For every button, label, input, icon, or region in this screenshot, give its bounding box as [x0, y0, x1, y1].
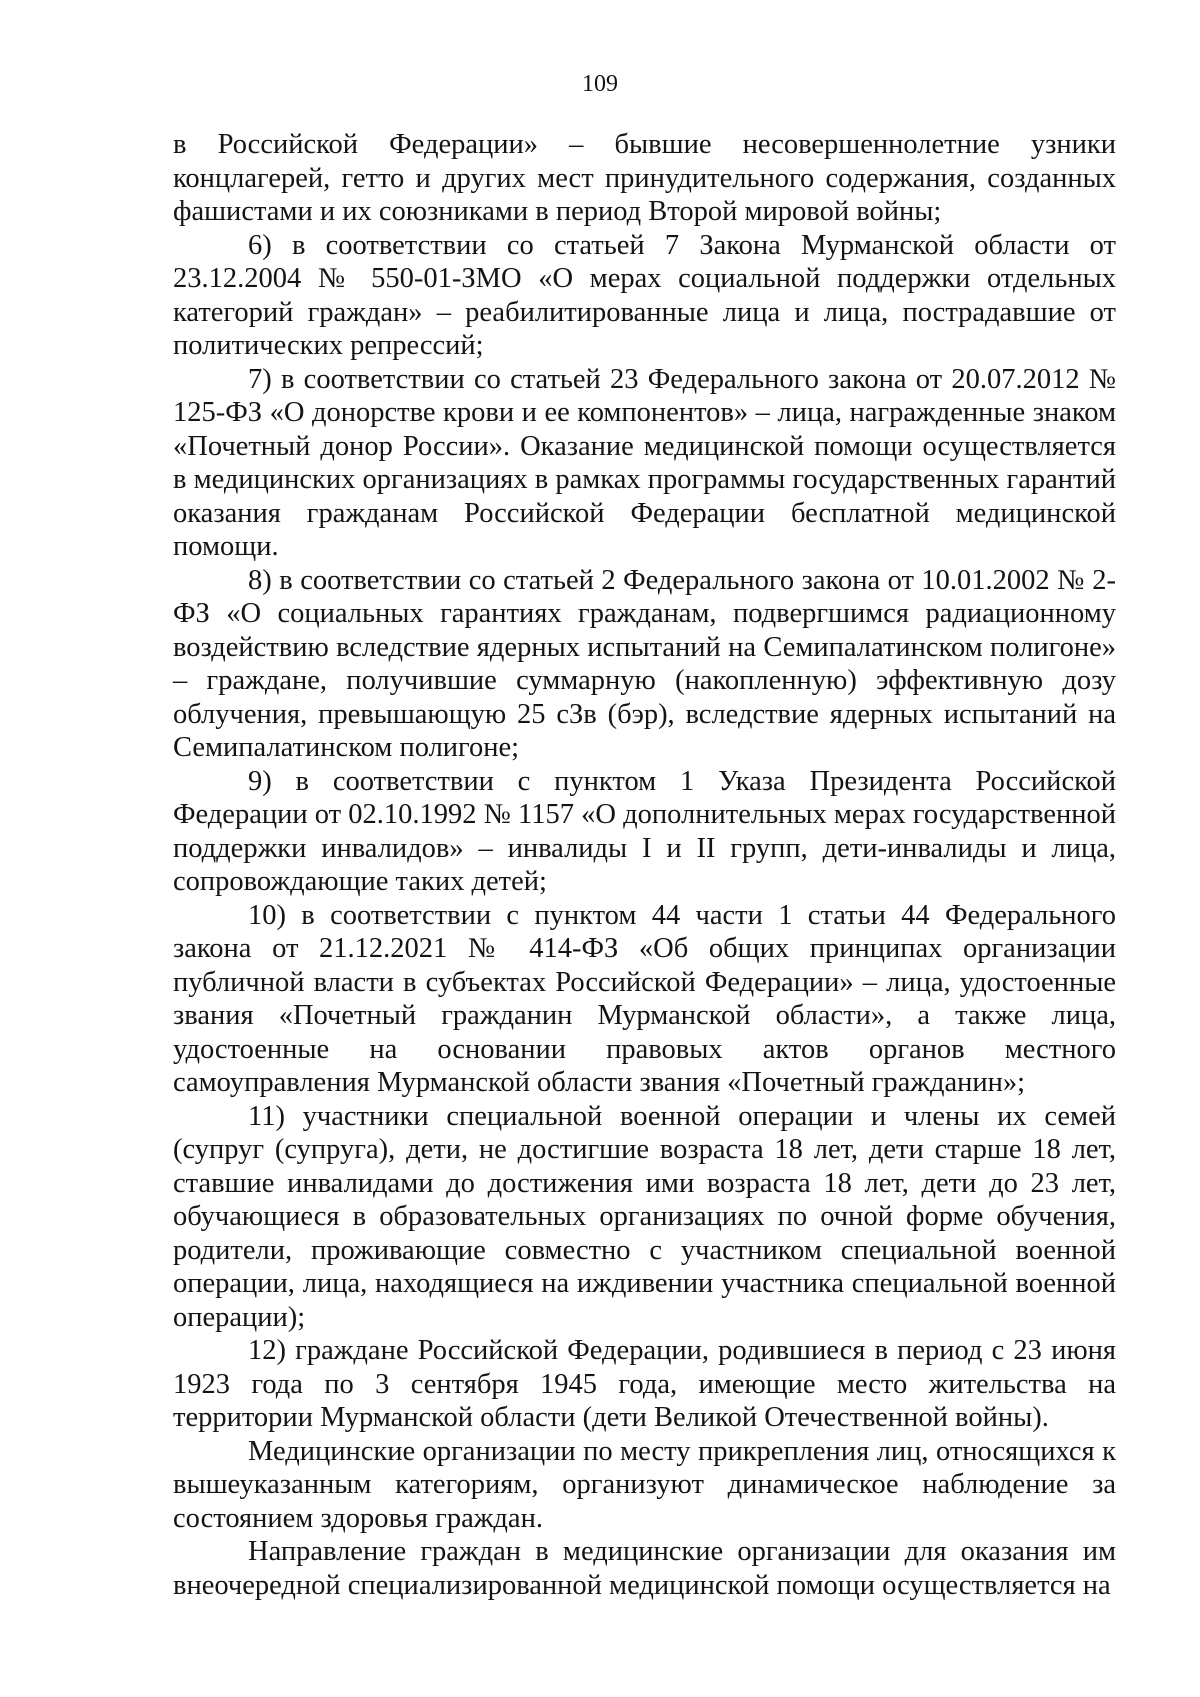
page-number: 109 [582, 71, 618, 97]
document-body [173, 128, 1116, 1602]
paragraph-monitoring: Медицинские организации по месту прикрепления лиц, относящихся к вышеуказанным категориям, организуют динамическое наблюдение за состоянием здоровья граждан. [173, 1435, 1116, 1534]
paragraph-continuation: в Российской Федерации» – бывшие несовершеннолетние узники концлагерей, гетто и других мест принудительного содержания, созданных фашистами и их союзниками в период Второй мировой войны; [173, 129, 1116, 227]
paragraph-item-12: 12) граждане Российской Федерации, родившиеся в период с 23 июня 1923 года по 3 сентября 1945 года, имеющие место жительства на территории Мурманской области (дети Великой Отечественной войны). [173, 1335, 1116, 1433]
paragraph-item-9: 9) в соответствии с пунктом 1 Указа Президента Российской Федерации от 02.10.1992 № 1157 «О дополнительных мерах государственной поддержки инвалидов» – инвалиды I и II групп, дети-инвалиды и лица, сопровождающие таких детей; [173, 765, 1116, 897]
paragraph-referral: Направление граждан в медицинские организации для оказания им внеочередной специализированной медицинской помощи осуществляется на [173, 1536, 1116, 1601]
paragraph-item-11: 11) участники специальной военной операции и члены их семей (супруг (супруга), дети, не достигшие возраста 18 лет, дети старше 18 лет, ставшие инвалидами до достижения ими возраста 18 лет, дети до 23 лет, обучающиеся в образовательных организациях по очной форме обучения, родители, проживающие совместно с участником специальной военной операции, лица, находящиеся на иждивении участника специальной военной операции); [173, 1100, 1116, 1333]
paragraph-item-7: 7) в соответствии со статьей 23 Федерального закона от 20.07.2012 № 125-ФЗ «О донорстве крови и ее компонентов» – лица, награжденные знаком «Почетный донор России». Оказание медицинской помощи осуществляется в медицинских организациях в рамках программы государственных гарантий оказания гражданам Российской Федерации бесплатной медицинской помощи. [173, 363, 1116, 562]
paragraph-item-10: 10) в соответствии с пунктом 44 части 1 статьи 44 Федерального закона от 21.12.2021 № 414-ФЗ «Об общих принципах организации публичной власти в субъектах Российской Федерации» – лица, удостоенные звания «Почетный гражданин Мурманской области», а также лица, удостоенные на основании правовых актов органов местного самоуправления Мурманской области звания «Почетный гражданин»; [173, 899, 1116, 1098]
paragraph-item-8: 8) в соответствии со статьей 2 Федерального закона от 10.01.2002 № 2-ФЗ «О социальных гарантиях гражданам, подвергшимся радиационному воздействию вследствие ядерных испытаний на Семипалатинском полигоне» – граждане, получившие суммарную (накопленную) эффективную дозу облучения, превышающую 25 сЗв (бэр), вследствие ядерных испытаний на Семипалатинском полигоне; [173, 564, 1116, 763]
paragraph-item-6: 6) в соответствии со статьей 7 Закона Мурманской области от 23.12.2004 № 550-01-ЗМО «О мерах социальной поддержки отдельных категорий граждан» – реабилитированные лица и лица, пострадавшие от политических репрессий; [173, 229, 1116, 361]
